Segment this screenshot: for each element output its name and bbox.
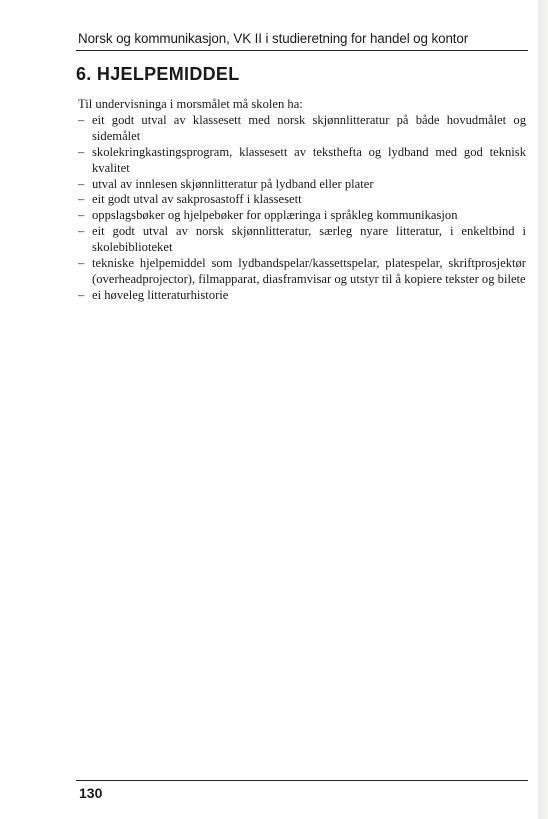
list-item-text: skolekringkastingsprogram, klassesett av teksthefta og lydband med god teknisk kvalitet xyxy=(92,144,526,175)
intro-paragraph: Til undervisninga i morsmålet må skolen ha: xyxy=(78,97,303,111)
section-body xyxy=(78,97,526,304)
bullet-dash: – xyxy=(78,112,85,127)
running-header: Norsk og kommunikasjon, VK II i studieretning for handel og kontor xyxy=(78,31,469,46)
page-edge-shadow xyxy=(538,0,548,819)
section-title: 6. HJELPEMIDDEL xyxy=(76,64,240,84)
list-item-text: eit godt utval av norsk skjønnlitteratur, særleg nyare litteratur, i enkeltbind i skolebiblioteket xyxy=(92,224,526,255)
bullet-dash: – xyxy=(78,208,85,223)
list-item xyxy=(78,224,526,256)
bullet-dash: – xyxy=(78,176,85,191)
list-item xyxy=(78,113,526,145)
list-item xyxy=(78,208,526,224)
list-item-text: eit godt utval av klassesett med norsk skjønnlitteratur på både hovudmålet og sidemålet xyxy=(92,112,526,143)
bullet-dash: – xyxy=(78,144,85,159)
list-item xyxy=(78,256,526,288)
list-item xyxy=(78,192,526,208)
list-item-text: eit godt utval av sakprosastoff i klassesett xyxy=(92,192,302,207)
requirements-list xyxy=(78,113,526,304)
footer-rule xyxy=(76,780,528,781)
list-item xyxy=(78,288,526,304)
bullet-dash: – xyxy=(78,192,85,207)
list-item-text: utval av innlesen skjønnlitteratur på lydband eller plater xyxy=(92,176,374,191)
bullet-dash: – xyxy=(78,224,85,239)
bullet-dash: – xyxy=(78,287,85,302)
bullet-dash: – xyxy=(78,256,85,271)
list-item xyxy=(78,145,526,177)
list-item xyxy=(78,177,526,193)
header-rule xyxy=(76,50,528,51)
list-item-text: oppslagsbøker og hjelpebøker for opplæringa i språkleg kommunikasjon xyxy=(92,208,458,223)
list-item-text: ei høveleg litteraturhistorie xyxy=(92,287,229,302)
page-number: 130 xyxy=(79,785,103,801)
list-item-text: tekniske hjelpemiddel som lydbandspelar/kassettspelar, platespelar, skriftprosjektør (overheadprojector), filmapparat, diasframvisar og utstyr til å kopiere tekster og bilete xyxy=(92,256,526,286)
